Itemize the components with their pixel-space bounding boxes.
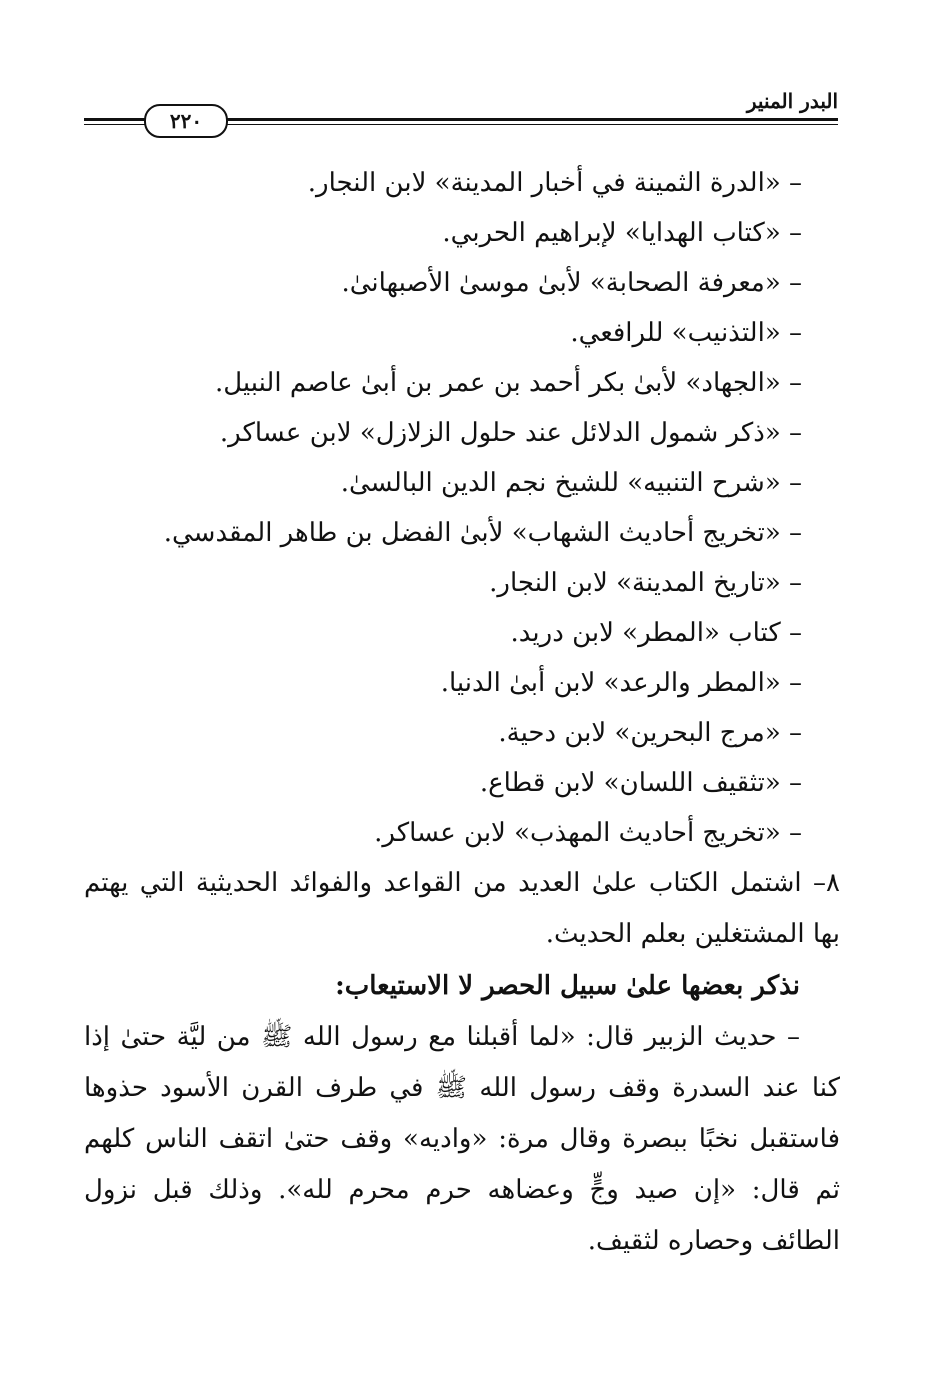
running-title: البدر المنير [741,88,838,114]
page-number: ٢٢٠ [144,104,228,138]
section-subheading: نذكر بعضها علىٰ سبيل الحصر لا الاستيعاب: [335,971,800,1001]
list-item: – «تخريج أحاديث المهذب» لابن عساكر. [374,818,802,848]
hadith-paragraph: – حديث الزبير قال: «لما أقبلنا مع رسول الله ﷺ من ليَّة حتىٰ إذا كنا عند السدرة وقف رسول الله ﷺ في طرف القرن الأسود حذوها فاستقبل نخبًا ببصرة وقال مرة: «واديه» وقف حتىٰ اتقف الناس كلهم ثم قال: «إن صيد وجٍّ وعضاهه حرم محرم لله». وذلك قبل نزول الطائف وحصاره لثقيف. [84,1022,840,1256]
list-item: – «ذكر شمول الدلائل عند حلول الزلازل» لابن عساكر. [219,418,802,448]
list-item: – «التذنيب» للرافعي. [570,318,802,348]
list-item: – «تثقيف اللسان» لابن قطاع. [479,768,802,798]
list-item: – «معرفة الصحابة» لأبىٰ موسىٰ الأصبهانىٰ. [341,268,802,298]
list-item: – «تخريج أحاديث الشهاب» لأبىٰ الفضل بن طاهر المقدسي. [163,518,802,548]
list-item: – «المطر والرعد» لابن أبىٰ الدنيا. [440,668,802,698]
list-item: – «تاريخ المدينة» لابن النجار. [489,568,802,598]
page-header [84,88,838,136]
list-item: – كتاب «المطر» لابن دريد. [510,618,802,648]
page-body [84,158,840,1267]
list-item: – «شرح التنبيه» للشيخ نجم الدين البالسىٰ. [340,468,802,498]
list-item: – «مرج البحرين» لابن دحية. [498,718,802,748]
sources-list [84,158,840,858]
list-item: – «الجهاد» لأبىٰ بكر أحمد بن عمر بن أبىٰ عاصم النبيل. [214,368,802,398]
list-item: – «كتاب الهدايا» لإبراهيم الحربي. [442,218,802,248]
list-item: – «الدرة الثمينة في أخبار المدينة» لابن النجار. [307,168,802,198]
point-8-paragraph: ٨– اشتمل الكتاب علىٰ العديد من القواعد والفوائد الحديثية التي يهتم بها المشتغلين بعلم الحديث. [84,868,840,949]
